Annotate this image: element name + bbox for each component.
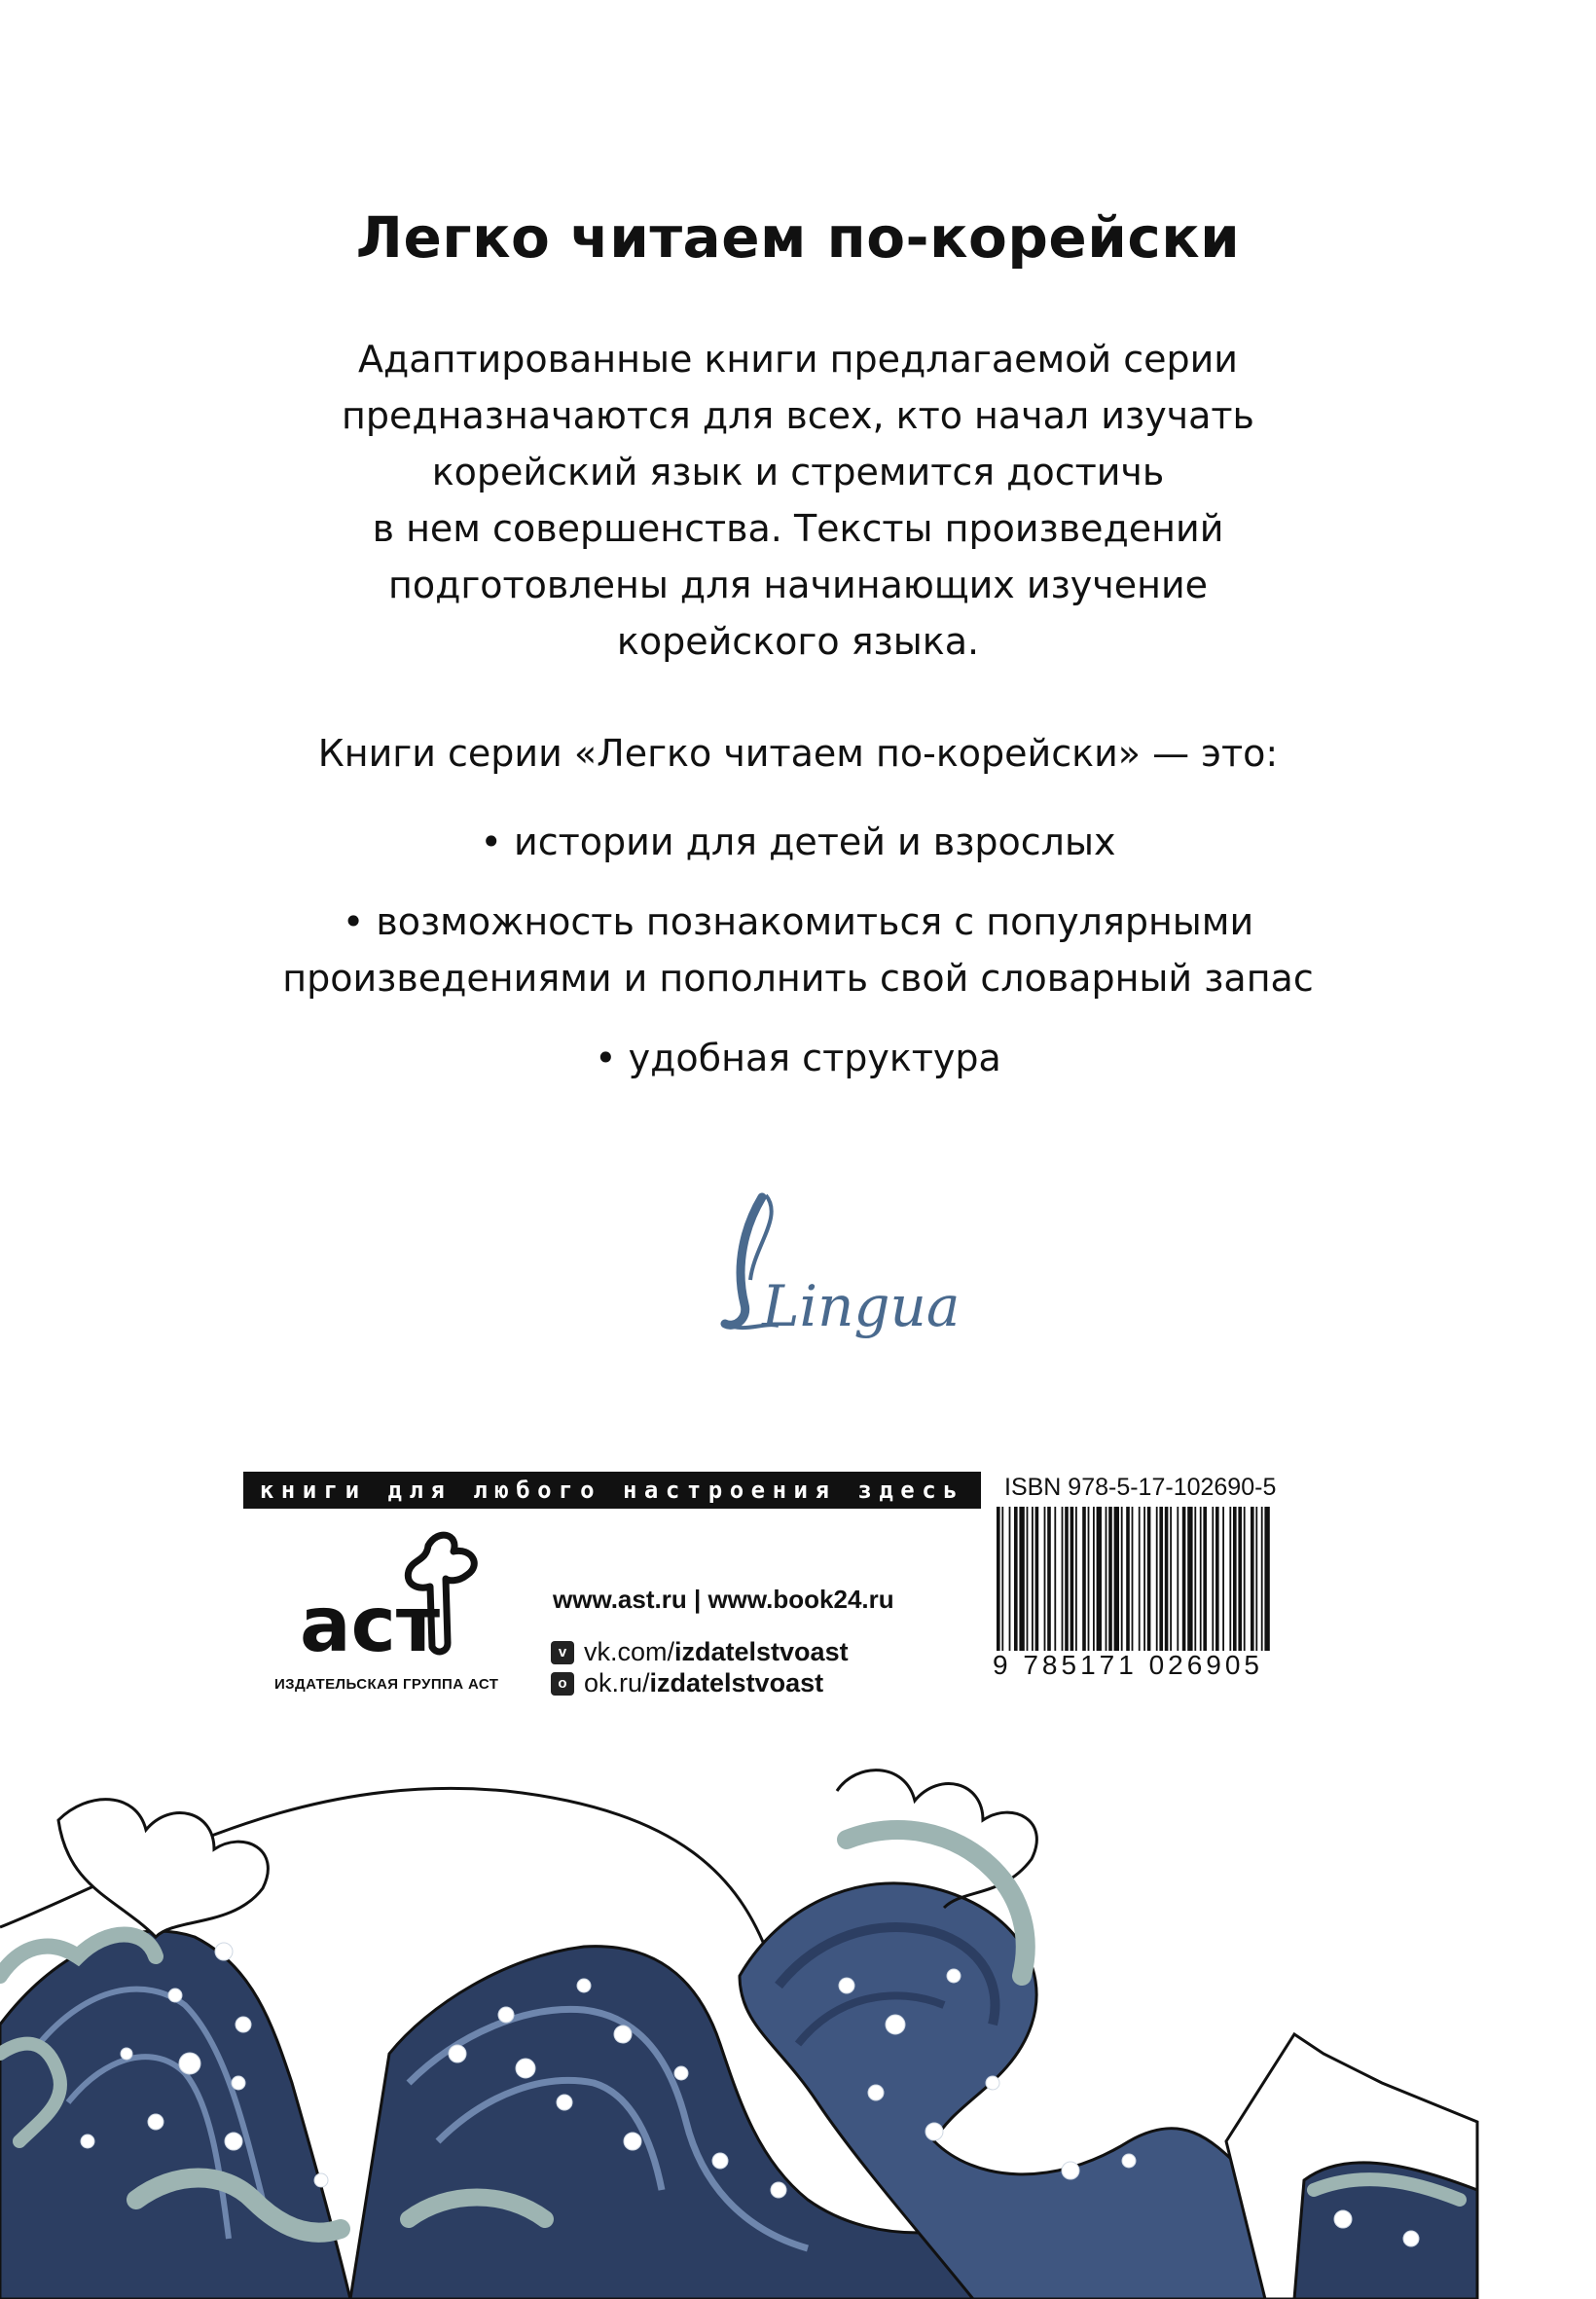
- bullet-line: • истории для детей и взрослых: [480, 821, 1116, 863]
- barcode-bar: [1203, 1507, 1207, 1651]
- barcode-bar: [1159, 1507, 1163, 1651]
- barcode-bar: [1244, 1507, 1246, 1651]
- barcode-bar: [1177, 1507, 1179, 1651]
- barcode-bar: [1233, 1507, 1237, 1651]
- barcode-bar: [1032, 1507, 1034, 1651]
- bullet-item: [0, 814, 1596, 870]
- barcode-bar: [1255, 1507, 1257, 1651]
- intro-paragraph: [0, 331, 1596, 670]
- barcode-bar: [1062, 1507, 1064, 1651]
- barcode-bar: [1114, 1507, 1119, 1651]
- intro-line: подготовлены для начинающих изучение: [387, 564, 1209, 606]
- intro-line: в нем совершенства. Тексты произведений: [372, 507, 1224, 550]
- barcode-bar: [1121, 1507, 1123, 1651]
- barcode-bar: [1065, 1507, 1069, 1651]
- ok-link[interactable]: [551, 1668, 823, 1698]
- barcode-bar: [1075, 1507, 1077, 1651]
- barcode-bar: [1165, 1507, 1169, 1651]
- barcode-bar: [1139, 1507, 1141, 1651]
- barcode-bar: [1106, 1507, 1107, 1651]
- barcode-bar: [1014, 1507, 1018, 1651]
- bullet-item: [0, 1030, 1596, 1086]
- barcode-bars: [997, 1507, 1270, 1651]
- barcode-bar: [1261, 1507, 1263, 1651]
- barcode-bar: [1093, 1507, 1095, 1651]
- intro-line: корейского языка.: [616, 620, 980, 663]
- isbn-label: ISBN 978-5-17-102690-5: [1004, 1474, 1277, 1501]
- barcode-bar: [997, 1507, 1000, 1651]
- ok-handle: izdatelstvoast: [649, 1668, 824, 1697]
- publisher-caption: ИЗДАТЕЛЬСКАЯ ГРУППА АСТ: [274, 1676, 499, 1693]
- barcode-bar: [1251, 1507, 1254, 1651]
- barcode-bar: [1215, 1507, 1219, 1651]
- tagline-bar: книги для любого настроения здесь: [243, 1472, 981, 1509]
- barcode-bar: [1019, 1507, 1024, 1651]
- vk-icon: v: [551, 1641, 574, 1664]
- barcode-bar: [1238, 1507, 1242, 1651]
- barcode-bar: [1009, 1507, 1011, 1651]
- barcode-bar: [1147, 1507, 1151, 1651]
- barcode-bar: [1001, 1507, 1003, 1651]
- bullet-line: • удобная структура: [595, 1037, 1001, 1079]
- barcode-bar: [1229, 1507, 1231, 1651]
- barcode-bar: [1132, 1507, 1134, 1651]
- vk-handle: izdatelstvoast: [674, 1637, 849, 1666]
- ast-logo: [282, 1526, 506, 1672]
- barcode: [993, 1507, 1275, 1682]
- publisher-websites[interactable]: www.ast.ru | www.book24.ru: [553, 1585, 894, 1614]
- barcode-bar: [1054, 1507, 1056, 1651]
- ast-logo-text: аст: [300, 1582, 441, 1669]
- lingua-logo: [686, 1187, 961, 1343]
- vk-prefix: vk.com/: [584, 1637, 675, 1666]
- barcode-digits: 9 785171 026905: [993, 1650, 1263, 1680]
- bullet-line: произведениями и пополнить свой словарный запас: [282, 957, 1314, 1000]
- intro-line: корейский язык и стремится достичь: [431, 451, 1165, 493]
- book-series-title: Легко читаем по-корейски: [355, 204, 1241, 271]
- feature-bullet-list: [0, 814, 1596, 1110]
- barcode-bar: [1035, 1507, 1039, 1651]
- wave-illustration: [0, 1733, 1477, 2299]
- barcode-bar: [1222, 1507, 1224, 1651]
- ok-prefix: ok.ru/: [584, 1668, 650, 1697]
- barcode-bar: [1264, 1507, 1269, 1651]
- barcode-bar: [1070, 1507, 1074, 1651]
- barcode-bar: [1044, 1507, 1046, 1651]
- barcode-bar: [1082, 1507, 1086, 1651]
- intro-line: Адаптированные книги предлагаемой серии: [358, 338, 1238, 381]
- intro-line: предназначаются для всех, кто начал изучать: [342, 394, 1254, 437]
- barcode-bar: [1212, 1507, 1214, 1651]
- barcode-bar: [1108, 1507, 1112, 1651]
- bullet-item: [0, 894, 1596, 1006]
- barcode-bar: [1088, 1507, 1090, 1651]
- ok-icon: o: [551, 1672, 574, 1696]
- barcode-bar: [1156, 1507, 1158, 1651]
- barcode-bar: [1170, 1507, 1172, 1651]
- series-lead-text: Книги серии «Легко читаем по-корейски» — это:: [317, 732, 1279, 775]
- lingua-wordmark: Lingua: [762, 1273, 961, 1339]
- barcode-bar: [1047, 1507, 1051, 1651]
- barcode-bar: [1194, 1507, 1196, 1651]
- barcode-bar: [1126, 1507, 1130, 1651]
- barcode-bar: [1200, 1507, 1202, 1651]
- barcode-bar: [1143, 1507, 1145, 1651]
- barcode-bar: [1187, 1507, 1192, 1651]
- barcode-bar: [1182, 1507, 1186, 1651]
- barcode-bar: [1027, 1507, 1029, 1651]
- bullet-line: • возможность познакомиться с популярными: [342, 900, 1254, 943]
- vk-link[interactable]: [551, 1637, 849, 1667]
- barcode-bar: [1097, 1507, 1102, 1651]
